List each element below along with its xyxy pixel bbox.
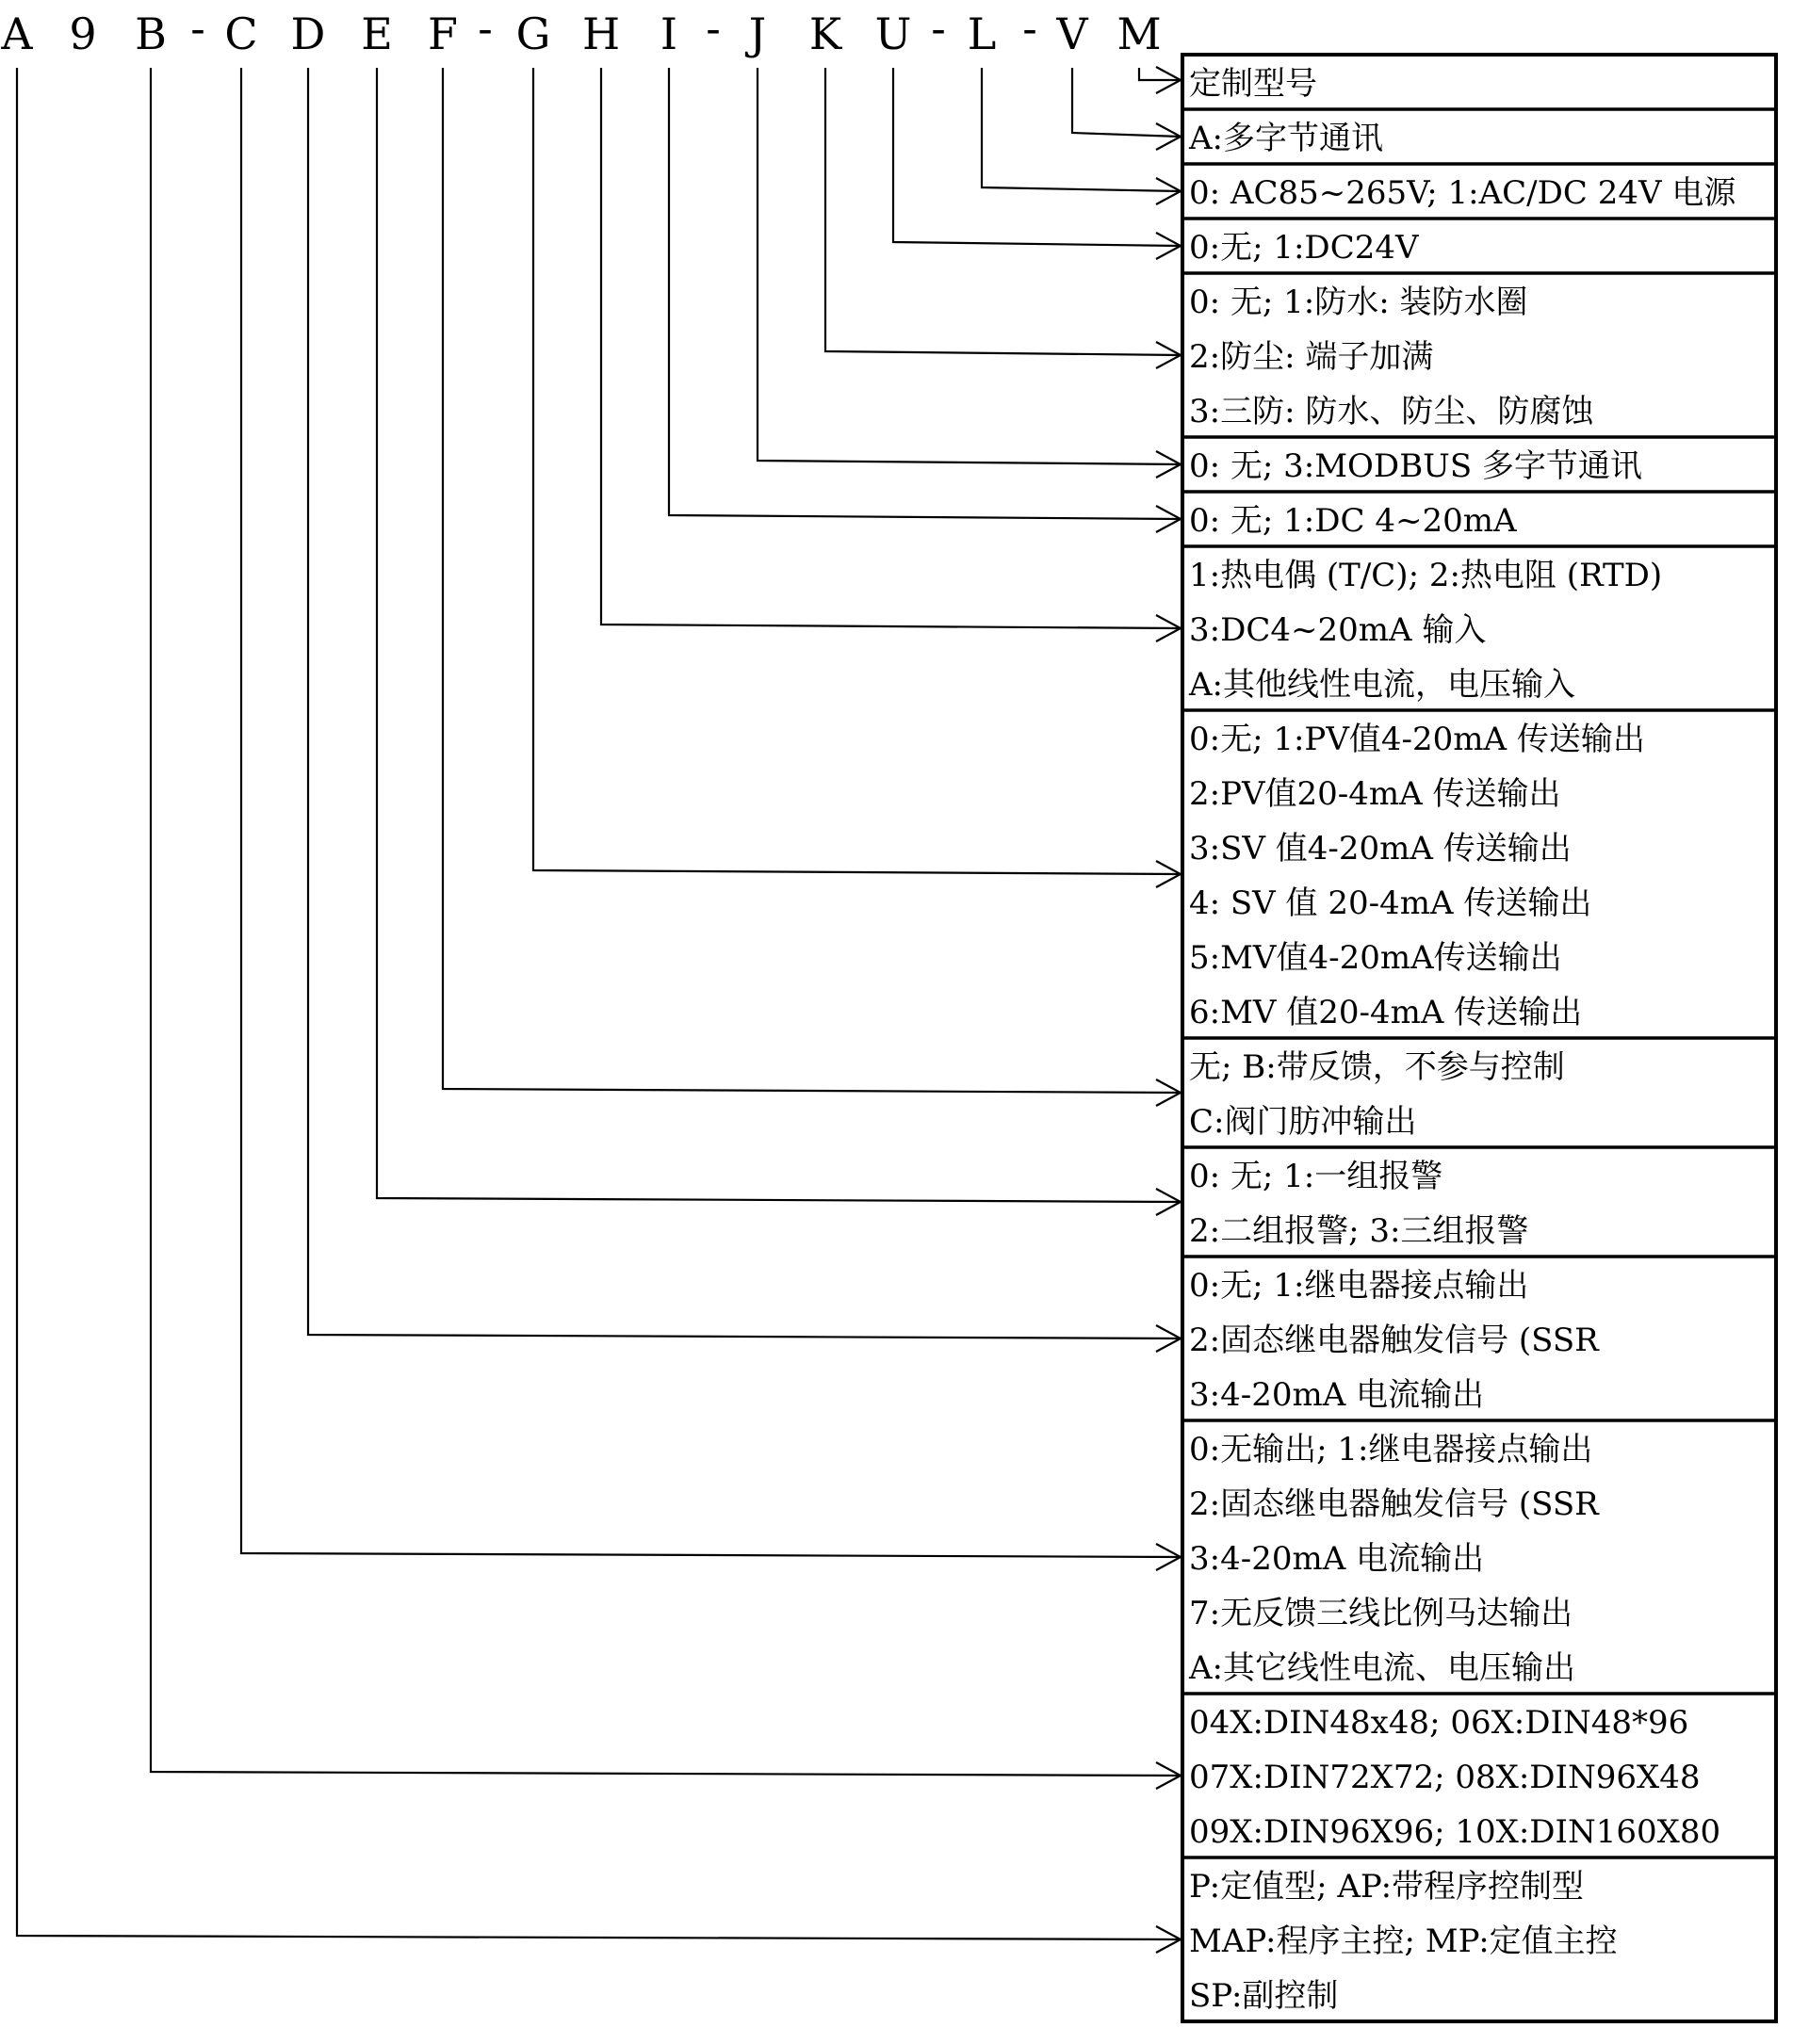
code-separator: - [478, 3, 493, 54]
code-letter-j: J [748, 8, 767, 59]
option-line: SP:副控制 [1189, 1977, 1339, 2015]
connector-i [669, 68, 1181, 519]
option-line: 0: 无; 1:一组报警 [1189, 1158, 1443, 1195]
code-letter-u: U [874, 8, 912, 59]
option-line: 09X:DIN96X96; 10X:DIN160X80 [1189, 1813, 1721, 1851]
option-group-i [1189, 502, 1517, 540]
code-separator: - [706, 3, 721, 54]
connector-j [758, 68, 1181, 464]
option-line: 6:MV 值20-4mA 传送输出 [1189, 994, 1583, 1031]
code-letter-l: L [967, 8, 997, 59]
code-letter-m: M [1116, 8, 1162, 59]
code-letter-b: B [135, 8, 167, 59]
option-line: 0: 无; 1:DC 4~20mA [1189, 502, 1517, 540]
code-separator: - [1022, 3, 1037, 54]
connector-a [17, 68, 1181, 1939]
code-letter-c: C [224, 8, 258, 59]
option-line: 04X:DIN48x48; 06X:DIN48*96 [1189, 1704, 1689, 1742]
option-line: 2:二组报警; 3:三组报警 [1189, 1212, 1529, 1250]
option-group-g [1189, 721, 1645, 1031]
code-letter-9: 9 [69, 8, 97, 59]
connector-h [601, 68, 1181, 628]
option-line: 0:无; 1:PV值4-20mA 传送输出 [1189, 721, 1645, 758]
option-line: P:定值型; AP:带程序控制型 [1189, 1868, 1585, 1906]
option-group-a [1189, 1868, 1618, 2015]
option-line: 定制型号 [1189, 65, 1317, 103]
option-line: MAP:程序主控; MP:定值主控 [1189, 1922, 1618, 1960]
code-letter-a: A [1, 8, 33, 59]
code-letter-d: D [290, 8, 326, 59]
option-group-j [1189, 447, 1642, 485]
option-line: 2:固态继电器触发信号 (SSR [1189, 1485, 1599, 1523]
model-code-row [0, 3, 1161, 59]
option-line: 5:MV值4-20mA传送输出 [1189, 939, 1562, 977]
option-line: 3:三防: 防水、防尘、防腐蚀 [1189, 393, 1594, 430]
connector-c [241, 68, 1181, 1557]
code-letter-k: K [808, 8, 842, 59]
code-separator: - [190, 3, 205, 54]
option-line: 3:4-20mA 电流输出 [1189, 1376, 1485, 1414]
connector-u [893, 68, 1181, 246]
option-line: 0:无; 1:DC24V [1189, 229, 1419, 267]
code-letter-v: V [1056, 8, 1088, 59]
option-line: 2:固态继电器触发信号 (SSR [1189, 1322, 1599, 1359]
option-group-l [1189, 174, 1736, 212]
option-line: A:其他线性电流，电压输入 [1189, 666, 1576, 704]
code-letter-e: E [361, 8, 393, 59]
option-group-f [1189, 1048, 1565, 1141]
option-group-d [1189, 1267, 1600, 1414]
code-letter-g: G [515, 8, 551, 59]
code-separator: - [931, 3, 946, 54]
option-line: 07X:DIN72X72; 08X:DIN96X48 [1189, 1759, 1701, 1796]
option-group-e [1189, 1158, 1528, 1250]
code-letter-f: F [428, 8, 458, 59]
option-table [1182, 55, 1776, 2021]
connector-f [443, 68, 1181, 1093]
connector-v [1072, 68, 1181, 137]
option-line: 2:PV值20-4mA 传送输出 [1189, 775, 1561, 813]
code-letter-h: H [581, 8, 621, 59]
option-group-c [1188, 1431, 1600, 1687]
option-line: 0: AC85~265V; 1:AC/DC 24V 电源 [1189, 174, 1736, 212]
option-line: A:多字节通讯 [1189, 120, 1384, 157]
option-line: 2:防尘: 端子加满 [1189, 338, 1434, 376]
option-line: 0: 无; 1:防水: 装防水圈 [1189, 284, 1528, 321]
code-letter-i: I [660, 8, 678, 59]
option-line: 0:无; 1:继电器接点输出 [1189, 1267, 1529, 1305]
option-line: A:其它线性电流、电压输出 [1189, 1649, 1576, 1687]
option-line: 0: 无; 3:MODBUS 多字节通讯 [1189, 447, 1642, 485]
option-line: 7:无反馈三线比例马达输出 [1189, 1595, 1573, 1632]
connector-e [377, 68, 1181, 1202]
option-group-m [1189, 65, 1317, 103]
option-line: 4: SV 值 20-4mA 传送输出 [1189, 884, 1592, 922]
option-line: 3:SV 值4-20mA 传送输出 [1189, 830, 1572, 868]
option-line: 0:无输出; 1:继电器接点输出 [1189, 1431, 1593, 1468]
option-line: 3:DC4~20mA 输入 [1189, 611, 1487, 649]
option-group-u [1189, 229, 1420, 267]
connector-k [825, 68, 1181, 355]
option-line: 3:4-20mA 电流输出 [1189, 1540, 1485, 1578]
connector-d [308, 68, 1181, 1338]
connector-l [982, 68, 1181, 191]
connector-b [151, 68, 1181, 1776]
connector-lines [17, 67, 1181, 1953]
option-group-k [1189, 284, 1594, 430]
option-line: 1:热电偶 (T/C); 2:热电阻 (RTD) [1189, 557, 1663, 594]
option-line: 无; B:带反馈，不参与控制 [1189, 1048, 1565, 1086]
option-group-h [1188, 557, 1662, 704]
option-line: C:阀门肪冲输出 [1189, 1103, 1417, 1141]
option-group-v [1188, 120, 1383, 157]
option-group-b [1189, 1704, 1720, 1851]
